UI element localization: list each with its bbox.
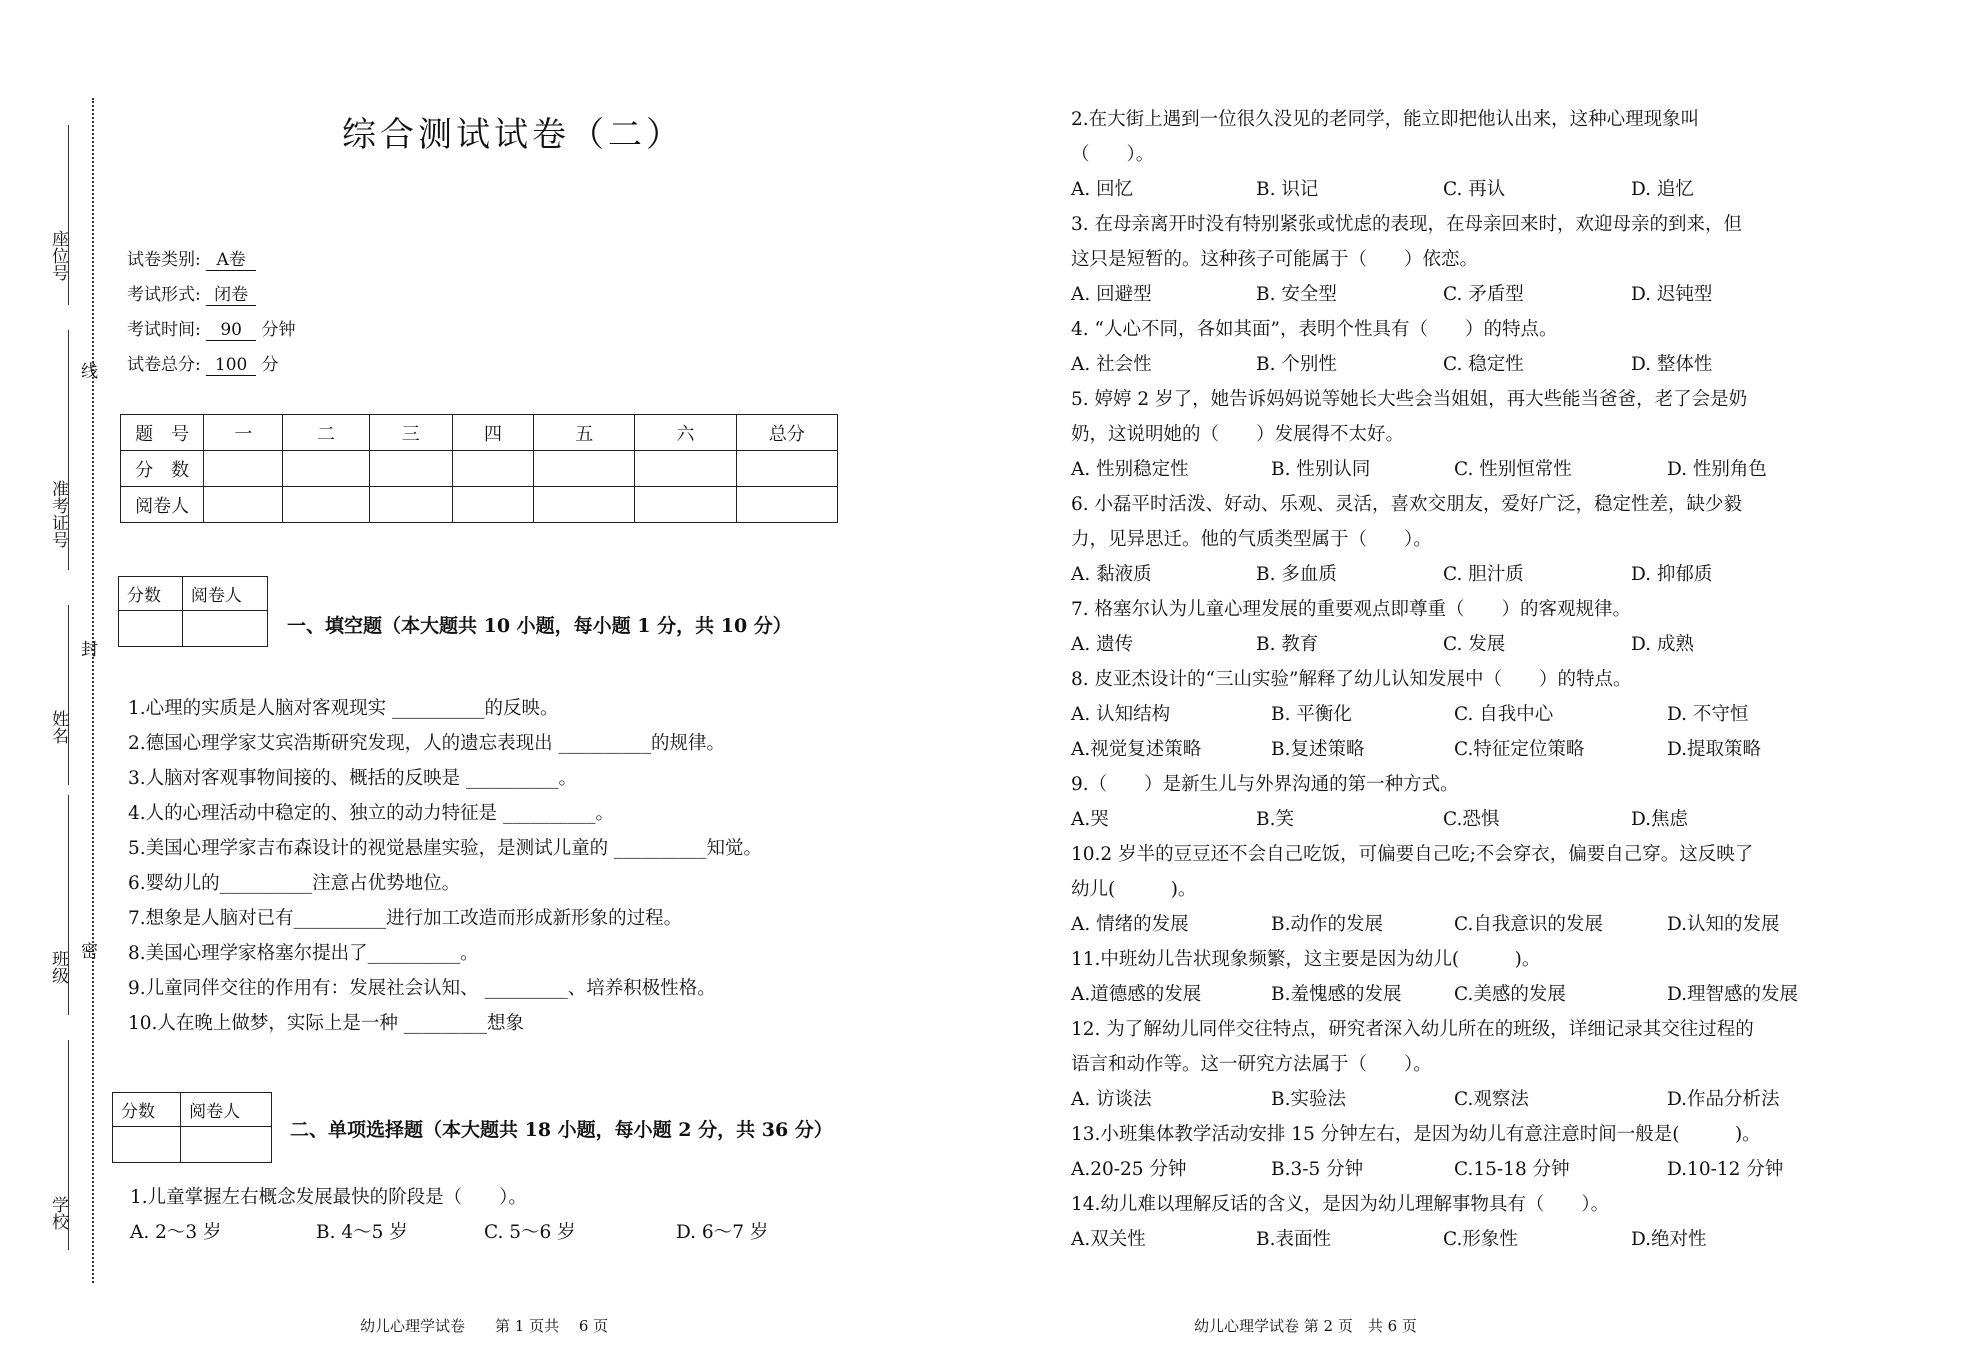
score-table [120,414,838,523]
choice-question-line: 6. 小磊平时活泼、好动、乐观、灵活，喜欢交朋友，爱好广泛，稳定性差，缺少毅 [1071,494,1743,515]
choice-option: D. 不守恒 [1667,704,1749,725]
header-cell: 二 [283,415,369,451]
choice-option: A. 回忆 [1071,179,1134,200]
choice-option: A.哭 [1071,809,1109,830]
choice-option: A. 情绪的发展 [1071,914,1189,935]
choice-question-line: 4. “人心不同，各如其面”，表明个性具有（ ）的特点。 [1071,319,1558,340]
fill-question: 2.德国心理学家艾宾浩斯研究发现，人的遗忘表现出 __________的规律。 [128,733,726,754]
seat-number-label: 座位号 [48,230,68,281]
section2-score-box [112,1092,272,1163]
page2-footer: 幼儿心理学试卷 第 2 页 共 6 页 [1194,1317,1417,1335]
choice-question-line: 奶，这说明她的（ ）发展得不太好。 [1071,424,1405,445]
name-fill-line [68,605,69,785]
choice-question-line: 10.2 岁半的豆豆还不会自己吃饭，可偏要自己吃;不会穿衣，偏要自己穿。这反映了 [1071,844,1754,865]
grader-cell[interactable] [452,487,533,523]
grader-cell[interactable] [534,487,635,523]
seat-fill-line [68,125,69,305]
choice-option: A. 性别稳定性 [1071,459,1189,480]
choice-option: D.作品分析法 [1667,1089,1780,1110]
info-value: 闭卷 [206,280,256,306]
choice-question-line: 14.幼儿难以理解反话的含义，是因为幼儿理解事物具有（ ）。 [1071,1194,1610,1215]
mini-grader-cell[interactable] [181,1127,272,1163]
exam-info-time [127,315,296,341]
choice-question-line: 这只是短暂的。这种孩子可能属于（ ）依恋。 [1071,249,1479,270]
choice-option: C. 5～6 岁 [484,1222,576,1243]
choice-option: B. 性别认同 [1271,459,1371,480]
choice-option: A. 社会性 [1071,354,1152,375]
mini-grader-cell[interactable] [182,611,267,647]
choice-option: D.提取策略 [1667,739,1762,760]
choice-option: C. 发展 [1443,634,1506,655]
choice-question-line: 5. 婷婷 2 岁了，她告诉妈妈说等她长大些会当姐姐，再大些能当爸爸，老了会是奶 [1071,389,1748,410]
row-label: 阅卷人 [121,487,204,523]
choice-option: B.实验法 [1271,1089,1346,1110]
grader-cell[interactable] [283,487,369,523]
admission-fill-line [68,330,69,570]
choice-option: C. 再认 [1443,179,1506,200]
choice-option: C. 稳定性 [1443,354,1524,375]
choice-option: C.特征定位策略 [1454,739,1585,760]
choice-option: C. 自我中心 [1454,704,1554,725]
choice-option: D.焦虑 [1631,809,1689,830]
choice-option: D. 6～7 岁 [676,1222,769,1243]
section2-heading: 二、单项选择题（本大题共 18 小题，每小题 2 分，共 36 分） [290,1119,833,1141]
choice-question-line: 11.中班幼儿告状现象频繁，这主要是因为幼儿( )。 [1071,949,1541,970]
choice-question-line: 幼儿( )。 [1071,879,1197,900]
choice-option: A.视觉复述策略 [1071,739,1202,760]
choice-option: A. 访谈法 [1071,1089,1152,1110]
fill-question: 9.儿童同伴交往的作用有：发展社会认知、 _________、培养积极性格。 [128,978,716,999]
choice-option: C.美感的发展 [1454,984,1566,1005]
mini-score-cell[interactable] [119,611,183,647]
exam-info-form [127,280,256,306]
choice-option: B. 个别性 [1256,354,1337,375]
choice-option: C.15-18 分钟 [1454,1159,1570,1180]
choice-question-line: 3. 在母亲离开时没有特别紧张或忧虑的表现，在母亲回来时，欢迎母亲的到来，但 [1071,214,1743,235]
choice-question-line: （ ）。 [1071,144,1155,165]
score-cell[interactable] [635,451,736,487]
choice-option: A. 遗传 [1071,634,1134,655]
info-label: 试卷类别: [127,250,201,270]
choice-option: B.动作的发展 [1271,914,1383,935]
choice-option: B. 安全型 [1256,284,1337,305]
mini-score-label: 分数 [113,1093,181,1127]
fill-question: 1.心理的实质是人脑对客观现实 __________的反映。 [128,698,559,719]
choice-option: B. 4～5 岁 [316,1222,408,1243]
choice-option: B. 平衡化 [1271,704,1352,725]
choice-question-line: 13.小班集体教学活动安排 15 分钟左右，是因为幼儿有意注意时间一般是( )。 [1071,1124,1761,1145]
choice-option: A. 黏液质 [1071,564,1152,585]
grader-row [121,487,838,523]
header-cell: 一 [204,415,283,451]
choice-option: B. 识记 [1256,179,1319,200]
fill-question: 10.人在晚上做梦，实际上是一种 _________想象 [128,1013,525,1034]
grader-cell[interactable] [204,487,283,523]
score-cell[interactable] [736,451,837,487]
choice-option: D. 迟钝型 [1631,284,1713,305]
class-fill-line [68,795,69,1015]
mini-score-label: 分数 [119,577,183,611]
exam-info-total [127,350,279,376]
school-label: 学校 [48,1196,68,1230]
choice-option: B.3-5 分钟 [1271,1159,1364,1180]
grader-cell[interactable] [635,487,736,523]
grader-cell[interactable] [369,487,452,523]
fill-question: 6.婴幼儿的__________注意占优势地位。 [128,873,461,894]
name-label: 姓名 [48,710,68,744]
choice-option: D. 成熟 [1631,634,1694,655]
choice-option: C.形象性 [1443,1229,1518,1250]
fill-question: 7.想象是人脑对已有__________进行加工改造而形成新形象的过程。 [128,908,683,929]
choice-option: D. 抑郁质 [1631,564,1713,585]
fill-question: 4.人的心理活动中稳定的、独立的动力特征是 __________。 [128,803,615,824]
mini-score-cell[interactable] [113,1127,181,1163]
choice-question-line: 语言和动作等。这一研究方法属于（ ）。 [1071,1054,1432,1075]
score-cell[interactable] [452,451,533,487]
choice-option: C. 矛盾型 [1443,284,1524,305]
section1-score-box [118,576,268,647]
seal-mark: 封 [77,640,97,657]
score-cell[interactable] [369,451,452,487]
choice-option: A. 2～3 岁 [130,1222,222,1243]
choice-option: D.认知的发展 [1667,914,1780,935]
grader-cell[interactable] [736,487,837,523]
choice-option: D.10-12 分钟 [1667,1159,1784,1180]
fill-question: 3.人脑对客观事物间接的、概括的反映是 __________。 [128,768,578,789]
choice-question: 1.儿童掌握左右概念发展最快的阶段是（ ）。 [130,1187,527,1208]
binding-dotted-line [92,98,94,1283]
choice-option: C. 胆汁质 [1443,564,1524,585]
choice-option: B.羞愧感的发展 [1271,984,1402,1005]
header-cell: 六 [635,415,736,451]
choice-option: D.绝对性 [1631,1229,1707,1250]
choice-option: A.双关性 [1071,1229,1146,1250]
section1-heading: 一、填空题（本大题共 10 小题，每小题 1 分，共 10 分） [287,615,792,637]
fill-question: 5.美国心理学家吉布森设计的视觉悬崖实验，是测试儿童的 __________知觉。 [128,838,763,859]
score-cell[interactable] [534,451,635,487]
info-label: 考试形式: [127,285,201,305]
score-cell[interactable] [283,451,369,487]
score-row [121,451,838,487]
choice-question-line: 力，见异思迁。他的气质类型属于（ ）。 [1071,529,1432,550]
choice-option: B.笑 [1256,809,1294,830]
choice-option: C.观察法 [1454,1089,1529,1110]
choice-option: C.恐惧 [1443,809,1500,830]
mini-grader-label: 阅卷人 [182,577,267,611]
header-cell: 总分 [736,415,837,451]
choice-option: D. 性别角色 [1667,459,1767,480]
info-suffix: 分 [261,355,279,375]
choice-question-line: 2.在大街上遇到一位很久没见的老同学，能立即把他认出来，这种心理现象叫 [1071,109,1700,130]
choice-option: C.自我意识的发展 [1454,914,1603,935]
info-label: 考试时间: [127,320,201,340]
info-value: 90 [206,320,256,341]
info-value: A卷 [206,245,256,271]
sealed-mark: 密 [77,942,97,959]
row-label: 分 数 [121,451,204,487]
header-cell: 四 [452,415,533,451]
header-cell: 题 号 [121,415,204,451]
choice-question-line: 7. 格塞尔认为儿童心理发展的重要观点即尊重（ ）的客观规律。 [1071,599,1632,620]
school-fill-line [68,1040,69,1250]
header-cell: 五 [534,415,635,451]
info-suffix: 分钟 [261,320,296,340]
admission-number-label: 准考证号 [48,480,68,548]
choice-question-line: 8. 皮亚杰设计的“三山实验”解释了幼儿认知发展中（ ）的特点。 [1071,669,1632,690]
choice-question-line: 9.（ ）是新生儿与外界沟通的第一种方式。 [1071,774,1459,795]
info-value: 100 [206,355,256,376]
choice-option: B. 教育 [1256,634,1319,655]
class-label: 班级 [48,950,68,984]
score-cell[interactable] [204,451,283,487]
choice-option: A.道德感的发展 [1071,984,1202,1005]
score-table-header-row [121,415,838,451]
choice-option: B. 多血质 [1256,564,1337,585]
choice-option: A. 认知结构 [1071,704,1171,725]
page1-footer: 幼儿心理学试卷 第 1 页共 6 页 [360,1317,609,1335]
exam-title: 综合测试试卷（二） [342,115,684,155]
line-mark: 线 [77,362,97,379]
choice-option: D. 追忆 [1631,179,1694,200]
fill-question: 8.美国心理学家格塞尔提出了__________。 [128,943,479,964]
info-label: 试卷总分: [127,355,201,375]
choice-option: A. 回避型 [1071,284,1152,305]
choice-option: B.表面性 [1256,1229,1331,1250]
choice-option: A.20-25 分钟 [1071,1159,1187,1180]
choice-option: D.理智感的发展 [1667,984,1799,1005]
mini-grader-label: 阅卷人 [181,1093,272,1127]
choice-question-line: 12. 为了解幼儿同伴交往特点，研究者深入幼儿所在的班级，详细记录其交往过程的 [1071,1019,1754,1040]
choice-option: D. 整体性 [1631,354,1713,375]
choice-option: B.复述策略 [1271,739,1365,760]
choice-option: C. 性别恒常性 [1454,459,1572,480]
header-cell: 三 [369,415,452,451]
exam-info-type [127,245,256,271]
